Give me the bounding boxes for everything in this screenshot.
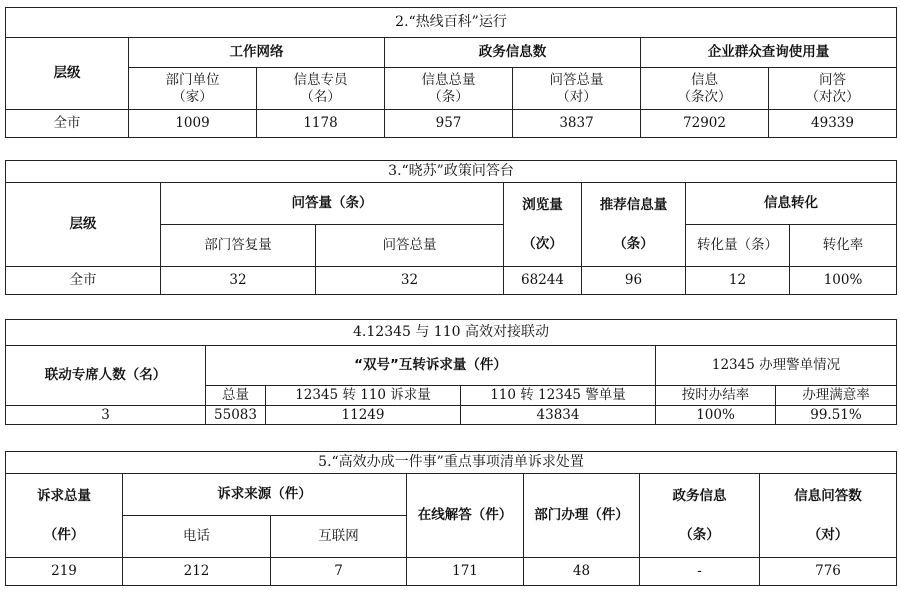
table-cell: 55083 — [206, 406, 266, 425]
table-cell: 100% — [790, 267, 897, 295]
column-header: 转化量（条） — [686, 225, 790, 267]
header-online: 在线解答（件） — [407, 474, 524, 558]
header-dept: 部门办理（件） — [524, 474, 640, 558]
table-cell: 171 — [407, 558, 524, 586]
table-title: 4.12345 与 110 高效对接联动 — [6, 320, 897, 346]
header-qa-volume: 问答量（条） — [161, 183, 504, 225]
column-header: 110 转 12345 警单量 — [461, 386, 656, 406]
row-label: 全市 — [6, 267, 161, 295]
table-cell: 7 — [271, 558, 407, 586]
table-cell: 49339 — [769, 110, 897, 138]
header-transfer: “双号”互转诉求量（件） — [206, 346, 656, 386]
header-qa-count: 信息问答数 （对） — [760, 474, 897, 558]
table-cell: 776 — [760, 558, 897, 586]
table-cell: 1009 — [129, 110, 257, 138]
table-row — [6, 558, 897, 586]
table-cell: 68244 — [504, 267, 582, 295]
hotline-wiki-table — [5, 7, 897, 138]
header-query-usage: 企业群众查询使用量 — [641, 38, 897, 68]
table-cell: 100% — [656, 406, 776, 425]
policy-qa-table — [5, 160, 897, 295]
column-header: 转化率 — [790, 225, 897, 267]
header-conversion: 信息转化 — [686, 183, 897, 225]
table-cell: - — [640, 558, 760, 586]
column-header: 问答总量 （对） — [513, 68, 641, 110]
linkage-table — [5, 319, 897, 425]
header-total: 诉求总量 （件） — [6, 474, 123, 558]
column-header: 12345 转 110 诉求量 — [266, 386, 461, 406]
header-seats: 联动专席人数（名） — [6, 346, 206, 406]
header-police-handling: 12345 办理警单情况 — [656, 346, 897, 386]
table-cell: 212 — [123, 558, 271, 586]
column-header: 部门单位 （家） — [129, 68, 257, 110]
column-header: 部门答复量 — [161, 225, 316, 267]
header-source: 诉求来源（件） — [123, 474, 407, 516]
header-work-network: 工作网络 — [129, 38, 385, 68]
column-header: 问答 （对次） — [769, 68, 897, 110]
table-cell: 32 — [316, 267, 504, 295]
header-level: 层级 — [6, 183, 161, 267]
table-row — [6, 267, 897, 295]
column-header: 总量 — [206, 386, 266, 406]
key-items-table — [5, 451, 897, 586]
table-cell: 3 — [6, 406, 206, 425]
table-cell: 72902 — [641, 110, 769, 138]
header-level: 层级 — [6, 38, 129, 110]
table-cell: 48 — [524, 558, 640, 586]
column-header: 信息总量 （条） — [385, 68, 513, 110]
row-label: 全市 — [6, 110, 129, 138]
column-header: 信息专员 （名） — [257, 68, 385, 110]
header-gov-info: 政务信息 （条） — [640, 474, 760, 558]
table-row — [6, 406, 897, 425]
table-cell: 219 — [6, 558, 123, 586]
table-cell: 957 — [385, 110, 513, 138]
table-cell: 43834 — [461, 406, 656, 425]
column-header: 问答总量 — [316, 225, 504, 267]
column-header: 电话 — [123, 516, 271, 558]
table-cell: 32 — [161, 267, 316, 295]
table-title: 5.“高效办成一件事”重点事项清单诉求处置 — [6, 452, 897, 474]
table-cell: 12 — [686, 267, 790, 295]
table-cell: 3837 — [513, 110, 641, 138]
table-cell: 1178 — [257, 110, 385, 138]
header-recommended: 推荐信息量 （条） — [582, 183, 686, 267]
table-title: 3.“晓苏”政策问答台 — [6, 161, 897, 183]
header-views: 浏览量 （次） — [504, 183, 582, 267]
table-title: 2.“热线百科”运行 — [6, 8, 897, 38]
table-cell: 11249 — [266, 406, 461, 425]
table-cell: 96 — [582, 267, 686, 295]
column-header: 办理满意率 — [776, 386, 897, 406]
table-row — [6, 110, 897, 138]
table-cell: 99.51% — [776, 406, 897, 425]
header-gov-info: 政务信息数 — [385, 38, 641, 68]
column-header: 信息 （条次） — [641, 68, 769, 110]
column-header: 互联网 — [271, 516, 407, 558]
column-header: 按时办结率 — [656, 386, 776, 406]
